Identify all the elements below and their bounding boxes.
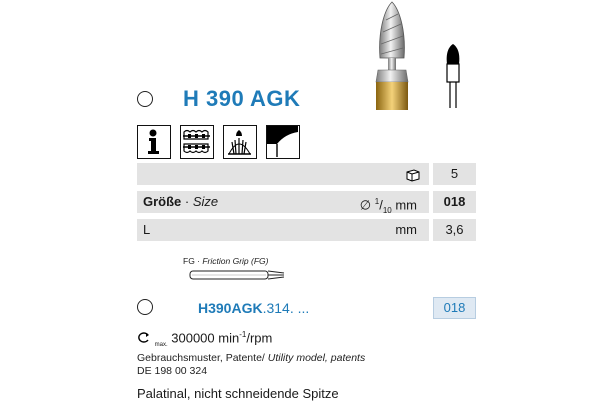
patent-label: Gebrauchsmuster, Patente/ Utility model, patents (137, 352, 366, 364)
size-unit: ∅ $^1/_{10}$ mm (359, 197, 417, 215)
product-note: Palatinal, nicht schneidende Spitze (137, 386, 339, 401)
select-radio-top[interactable] (137, 91, 153, 107)
order-number: H390AGK.314. ... (198, 300, 310, 316)
bur-product-image (350, 0, 450, 110)
cutting-profile-icon (266, 125, 300, 159)
cleaning-brush-icon (223, 125, 257, 159)
length-row (137, 219, 476, 241)
size-value: 018 (433, 191, 476, 213)
shank-drawing (188, 268, 288, 282)
max-speed: $_{max.}$ 300000 $\min^{-1}$/rpm (137, 330, 272, 348)
select-radio-order[interactable] (137, 299, 153, 315)
size-row (137, 191, 476, 213)
bur-outline-drawing (438, 40, 468, 110)
package-icon (405, 163, 421, 185)
length-label: L (143, 222, 151, 237)
size-label: Größe · Size (143, 194, 219, 209)
pack-quantity-value: 5 (433, 163, 476, 185)
orthodontic-braces-icon (180, 125, 214, 159)
pack-quantity-row (137, 163, 476, 185)
length-unit: mm (395, 222, 417, 237)
patent-number: DE 198 00 324 (137, 365, 208, 377)
length-value: 3,6 (433, 219, 476, 241)
size-code-box[interactable]: 018 (433, 297, 476, 319)
rotation-icon (137, 330, 155, 345)
info-icon (137, 125, 171, 159)
shank-label: FG · Friction Grip (FG) (183, 256, 269, 266)
product-title: H 390 AGK (183, 86, 301, 111)
